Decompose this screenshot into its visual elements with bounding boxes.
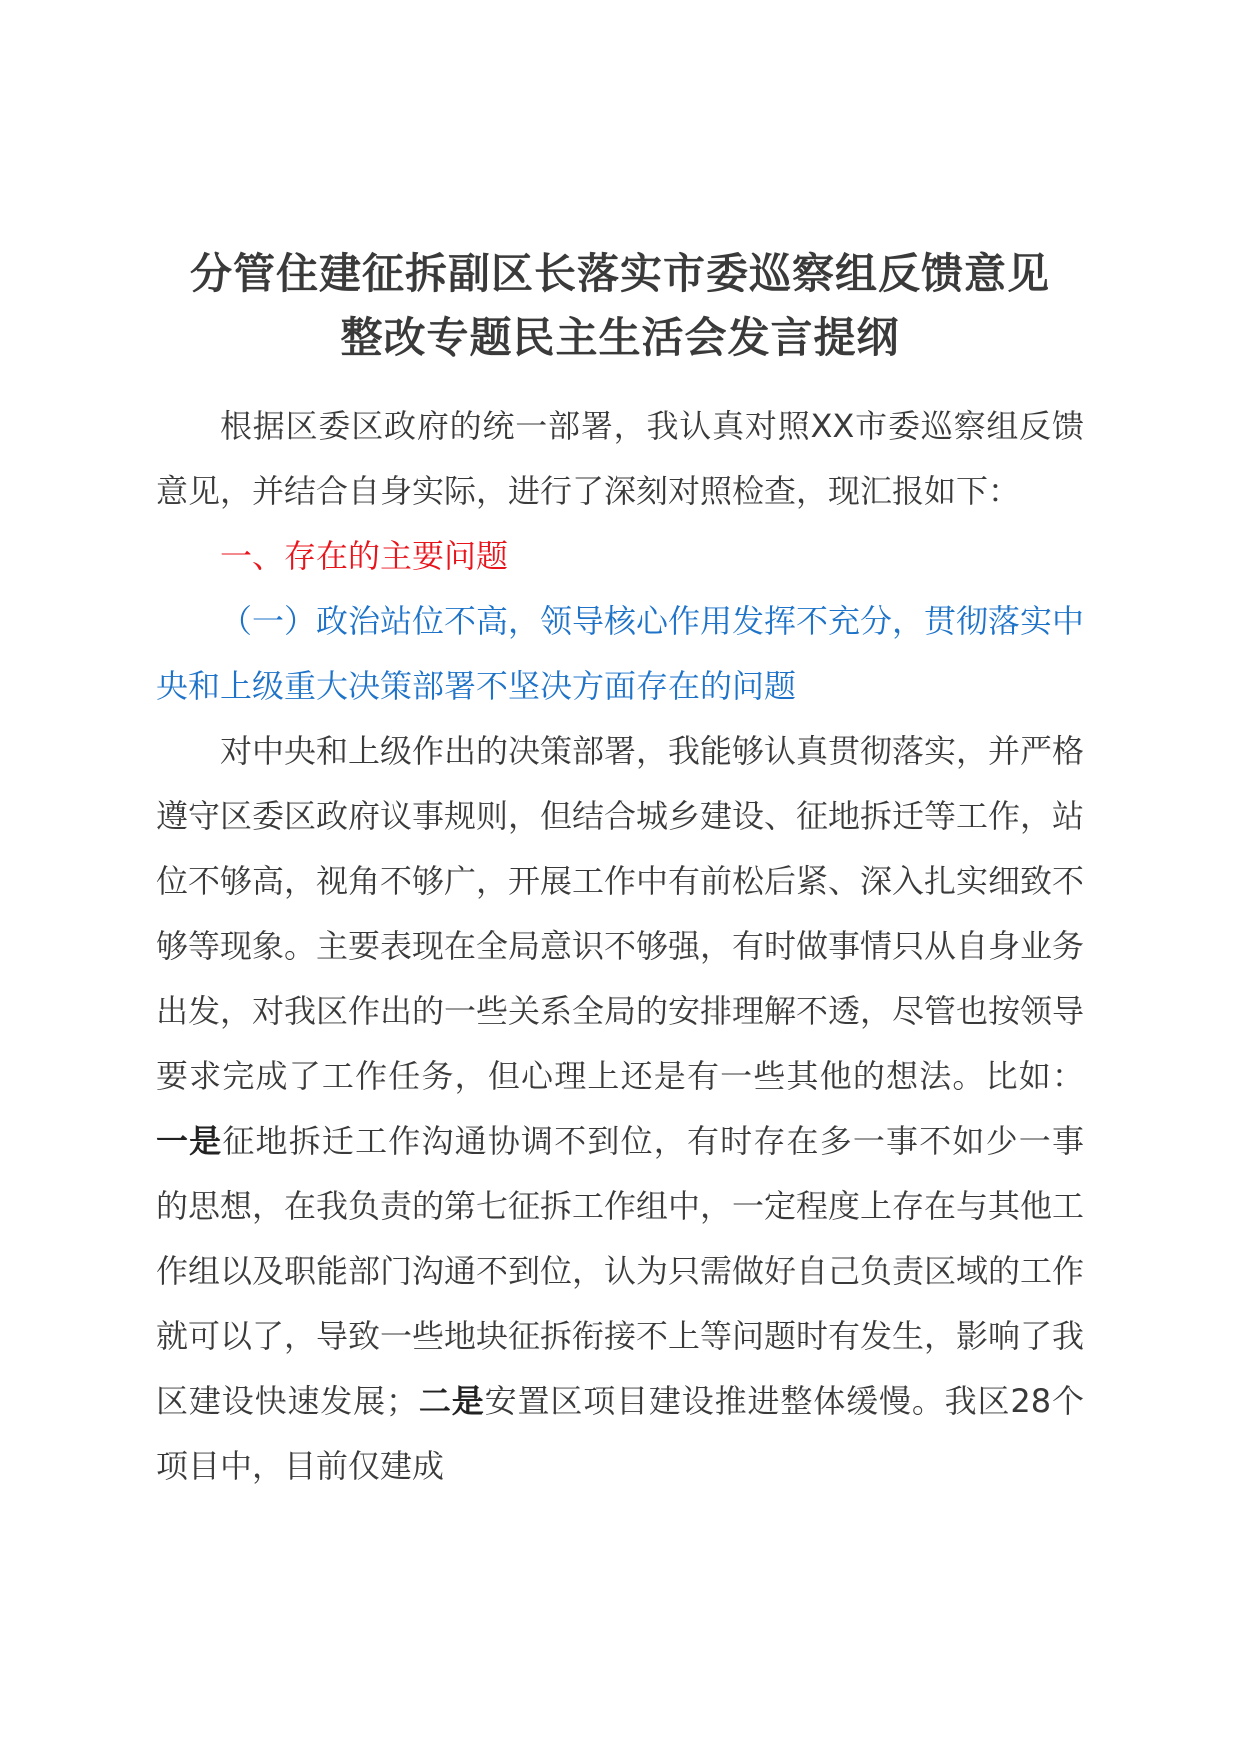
emphasis-marker-1: 一是 — [156, 1122, 223, 1160]
body-text-part-3: 安置区项目建设推进整体缓慢。我区28个项目中，目前仅建成 — [156, 1382, 1084, 1485]
body-text-part-1: 对中央和上级作出的决策部署，我能够认真贯彻落实，并严格遵守区委区政府议事规则，但结合城乡建设、征地拆迁等工作，站位不够高，视角不够广，开展工作中有前松后紧、深入扎实细致不够等现象。主要表现在全局意识不够强，有时做事情只从自身业务出发，对我区作出的一些关系全局的安排理解不透，尽管也按领导要求完成了工作任务，但心理上还是有一些其他的想法。比如： — [156, 732, 1085, 1095]
title-line-1: 分管住建征拆副区长落实市委巡察组反馈意见 — [189, 249, 1050, 298]
title-line-2: 整改专题民主生活会发言提纲 — [340, 313, 900, 362]
body-text-part-2: 征地拆迁工作沟通协调不到位，有时存在多一事不如少一事的思想，在我负责的第七征拆工作组中，一定程度上存在与其他工作组以及职能部门沟通不到位，认为只需做好自己负责区域的工作就可以了，导致一些地块征拆衔接不上等问题时有发生，影响了我区建设快速发展； — [156, 1122, 1085, 1420]
section-heading: 一、存在的主要问题 — [220, 537, 509, 575]
intro-paragraph: 根据区委区政府的统一部署，我认真对照XX市委巡察组反馈意见，并结合自身实际，进行了深刻对照检查，现汇报如下： — [156, 407, 1084, 510]
subsection-heading: （一）政治站位不高，领导核心作用发挥不充分，贯彻落实中央和上级重大决策部署不坚决方面存在的问题 — [156, 602, 1085, 705]
emphasis-marker-2: 二是 — [418, 1382, 485, 1420]
document-title — [156, 242, 1084, 370]
document-page — [156, 242, 1084, 1499]
body-paragraph — [156, 719, 1084, 1499]
